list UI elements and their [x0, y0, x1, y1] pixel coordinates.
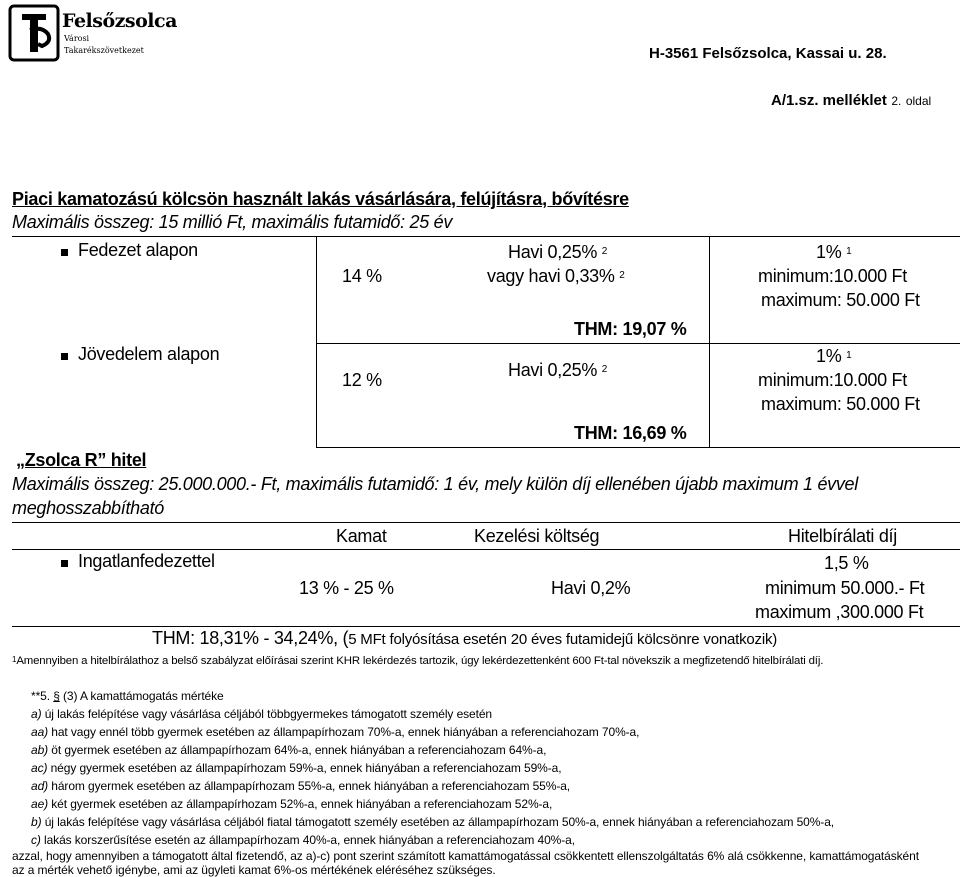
- table2-assess-min: minimum 50.000.- Ft: [765, 578, 925, 598]
- row1-fee-2: vagy havi 0,33%: [487, 266, 615, 286]
- bullet-icon: [61, 249, 68, 256]
- row1-assess-max: maximum: 50.000 Ft: [761, 290, 920, 310]
- annex-label: A/1.sz. melléklet: [771, 92, 887, 109]
- legal-paragraph-sign: §: [53, 689, 60, 703]
- row2-fee-1: Havi 0,25%: [508, 360, 598, 380]
- row2-assess-value: 1%: [816, 346, 842, 366]
- table1-top-rule: [12, 236, 960, 237]
- row1-assess-min: minimum:10.000 Ft: [758, 266, 907, 286]
- table2-row-label: Ingatlanfedezettel: [78, 551, 215, 571]
- table1-divider-1: [316, 236, 317, 448]
- legal-line-b: b) új lakás felépítése vagy vásárlása céljából fiatal támogatott személy esetében az állampapírhozam 50%-a, ennek hiányában a referenciahozam 50%-a,: [31, 815, 835, 829]
- section2-title: „Zsolca R” hitel: [16, 450, 147, 470]
- table2-thm-line: [152, 628, 777, 649]
- table2-thm-note: 5 MFt folyósítása esetén 20 éves futamidejű kölcsönre vonatkozik): [348, 631, 778, 648]
- row1-fee2: [487, 266, 625, 287]
- row1-label: Fedezet alapon: [78, 240, 198, 260]
- row2-fee-sup-1: 2: [601, 364, 608, 375]
- table1-divider-2: [709, 236, 710, 448]
- table2-assess-max: maximum ,300.000 Ft: [755, 602, 924, 622]
- table2-bottom-rule: [12, 626, 960, 627]
- legal-closing-2: az a mérték vehető igénybe, ami az ügyleti kamat 6%-os mértékének eléréséhez szükséges.: [12, 863, 496, 877]
- logo-subtitle-1: Városi: [64, 34, 90, 43]
- row2-rate: 12 %: [342, 370, 382, 390]
- page-number: 2.: [891, 94, 902, 108]
- row2-assess: [816, 346, 851, 367]
- table1-bottom-rule: [316, 447, 960, 448]
- legal-heading-text: (3) A kamattámogatás mértéke: [59, 689, 224, 703]
- table2-assess: 1,5 %: [824, 553, 869, 573]
- row2-thm: THM: 16,69 %: [574, 423, 687, 443]
- row2-assess-sup: 1: [846, 350, 852, 361]
- legal-line-c: c) lakás korszerűsítése esetén az állampapírhozam 40%-a, ennek hiányában a referenciahozam 40%-a,: [31, 833, 575, 847]
- legal-closing-1: azzal, hogy amennyiben a támogatott által fizetendő, az a)-c) pont szerint számított kamattámogatással csökkentett ellenszolgáltatás 6% alá csökkenne, kamattámogatásként: [12, 849, 919, 863]
- legal-heading-prefix: **5.: [31, 689, 54, 703]
- row1-rate: 14 %: [342, 266, 382, 286]
- section2-desc-1: Maximális összeg: 25.000.000.- Ft, maximális futamidő: 1 év, mely külön díj ellenében újabb maximum 1 évvel: [12, 474, 858, 494]
- legal-line-ab: ab) öt gyermek esetében az állampapírhozam 64%-a, ennek hiányában a referenciahozam 64%-a,: [31, 743, 547, 757]
- row1-assess-sup: 1: [846, 246, 852, 257]
- row1-assess-value: 1%: [816, 242, 842, 262]
- annex-line: [771, 92, 931, 110]
- section2-desc-2: meghosszabbítható: [12, 498, 165, 518]
- table2-fee: Havi 0,2%: [551, 578, 631, 598]
- table2-top-rule: [12, 522, 960, 523]
- page-word: oldal: [905, 94, 932, 108]
- col-kezelesi: Kezelési költség: [474, 526, 600, 546]
- col-kamat: Kamat: [336, 526, 387, 546]
- bullet-icon: [61, 560, 68, 567]
- legal-line-ac: ac) négy gyermek esetében az állampapírhozam 59%-a, ennek hiányában a referenciahozam 59%-a,: [31, 761, 562, 775]
- company-logo: [8, 4, 177, 62]
- col-hitelbiralati: Hitelbírálati díj: [788, 526, 897, 546]
- bullet-icon: [61, 353, 68, 360]
- row1-fee-1: Havi 0,25%: [508, 242, 598, 262]
- legal-line-ae: ae) két gyermek esetében az állampapírhozam 52%-a, ennek hiányában a referenciahozam 52%-a,: [31, 797, 553, 811]
- row1-fee: [508, 242, 607, 263]
- footnote-sup: 1: [12, 655, 17, 664]
- footnote: [12, 655, 823, 667]
- section1-title: Piaci kamatozású kölcsön használt lakás vásárlására, felújításra, bővítésre: [12, 189, 629, 209]
- table2-header-rule: [12, 549, 960, 550]
- legal-line-ad: ad) három gyermek esetében az állampapírhozam 55%-a, ennek hiányában a referenciahozam 55%-a,: [31, 779, 571, 793]
- row2-label: Jövedelem alapon: [78, 344, 220, 364]
- logo-emblem-icon: [8, 4, 60, 62]
- logo-name: Felsőzsolca: [62, 10, 177, 32]
- legal-line-a: a) új lakás felépítése vagy vásárlása céljából többgyermekes támogatott személy esetén: [31, 707, 492, 721]
- row1-fee-sup-2: 2: [619, 270, 625, 281]
- row2-fee: [508, 360, 607, 381]
- header-address: H-3561 Felsőzsolca, Kassai u. 28.: [649, 45, 887, 62]
- legal-heading: [31, 689, 224, 703]
- table1-mid-rule: [316, 343, 960, 344]
- table2-thm-main: THM: 18,31% - 34,24%, (: [152, 628, 349, 648]
- row2-assess-min: minimum:10.000 Ft: [758, 370, 907, 390]
- table2-rate: 13 % - 25 %: [299, 578, 394, 598]
- row1-fee-sup-1: 2: [601, 246, 608, 257]
- row1-assess: [816, 242, 851, 263]
- section1-subtitle: Maximális összeg: 15 millió Ft, maximális futamidő: 25 év: [12, 212, 453, 232]
- row1-thm: THM: 19,07 %: [574, 319, 687, 339]
- row2-assess-max: maximum: 50.000 Ft: [761, 394, 920, 414]
- footnote-text: Amennyiben a hitelbírálathoz a belső szabályzat előírásai szerint KHR lekérdezés tartozik, úgy lekérdezettenként 600 Ft-tal növekszik a megfizetendő hitelbírálati díj.: [16, 655, 824, 667]
- logo-subtitle-2: Takarékszövetkezet: [64, 46, 144, 55]
- legal-line-aa: aa) hat vagy ennél több gyermek esetében az állampapírhozam 70%-a, ennek hiányában a referenciahozam 70%-a,: [31, 725, 640, 739]
